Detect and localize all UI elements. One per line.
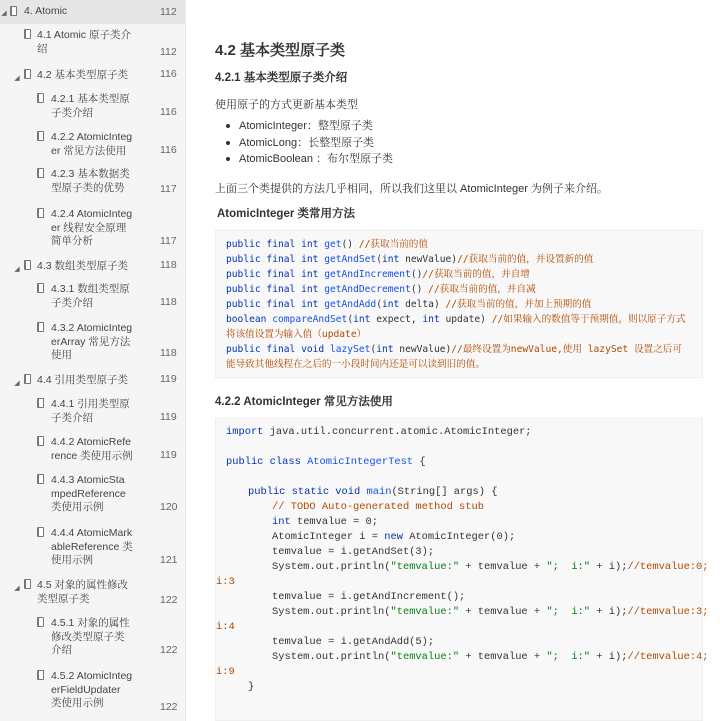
book-icon [37, 322, 44, 332]
book-icon [37, 436, 44, 446]
toc-item-label: 4.5 对象的属性修改类型原子类 [37, 579, 129, 605]
toc-item[interactable] [0, 371, 186, 389]
toc-page-number: 118 [160, 296, 177, 308]
code-line: public static void main(String[] args) { [248, 486, 498, 498]
code-line: temvalue = i.getAndSet(3); [272, 546, 435, 558]
toc-page-number: 117 [160, 183, 177, 195]
code-line: i:3 [216, 576, 235, 588]
book-icon [37, 131, 44, 141]
toc-item[interactable] [0, 614, 186, 660]
book-icon [37, 93, 44, 103]
toc-page-number: 120 [160, 501, 178, 513]
toc-item-label: 4.4 引用类型原子类 [37, 374, 129, 386]
toc-item[interactable] [0, 26, 186, 62]
code-line: temvalue = i.getAndAdd(5); [272, 636, 435, 648]
toc-item-label: 4.4.2 AtomicReference 类使用示例 [51, 436, 133, 462]
toc-page-number: 116 [160, 68, 177, 80]
code-line: } [248, 681, 255, 693]
subsection-heading-usage: 4.2.2 AtomicInteger 常见方法使用 [215, 396, 393, 408]
list-item: AtomicBoolean ：布尔型原子类 [215, 151, 393, 168]
book-icon [24, 374, 31, 384]
list-item: AtomicLong：长整型原子类 [215, 135, 393, 152]
toc-page-number: 116 [160, 144, 177, 156]
code-line: public class AtomicIntegerTest { [226, 456, 426, 468]
code-line: // TODO Auto-generated method stub [272, 501, 485, 513]
intro-paragraph: 使用原子的方式更新基本类型 [215, 99, 358, 111]
book-icon [37, 474, 44, 484]
toc-item-label: 4.2 基本类型原子类 [37, 69, 129, 81]
toc-item[interactable] [0, 471, 186, 517]
toc-page-number: 116 [160, 106, 177, 118]
toc-sidebar [0, 0, 186, 721]
book-icon [37, 208, 44, 218]
toc-item-label: 4.2.1 基本类型原子类介绍 [51, 93, 130, 119]
toc-page-number: 119 [160, 373, 177, 385]
book-icon [24, 260, 31, 270]
code-line: i:4 [216, 621, 235, 633]
expand-arrow-icon[interactable]: ◢ [14, 75, 20, 82]
toc-item[interactable] [0, 66, 186, 84]
toc-page-number: 112 [160, 46, 177, 58]
book-icon [24, 29, 31, 39]
toc-item-label: 4.4.1 引用类型原子类介绍 [51, 398, 130, 424]
toc-page-number: 122 [160, 701, 178, 713]
code-line: 能导致其他线程在之后的一小段时间内还是可以读到旧的值。 [226, 359, 486, 370]
code-line: AtomicInteger i = new AtomicInteger(0); [272, 531, 516, 543]
book-icon [37, 670, 44, 680]
toc-item[interactable] [0, 667, 186, 717]
toc-item-label: 4.4.4 AtomicMarkableReference 类使用示例 [51, 527, 133, 566]
toc-item-label: 4.3.2 AtomicIntegerArray 常见方法使用 [51, 322, 133, 361]
toc-item[interactable] [0, 524, 186, 570]
toc-item[interactable] [0, 280, 186, 312]
book-icon [37, 398, 44, 408]
summary-paragraph: 上面三个类提供的方法几乎相同，所以我们这里以 AtomicInteger 为例子来介绍。 [215, 183, 608, 195]
book-icon [37, 168, 44, 178]
toc-item-label: 4.1 Atomic 原子类介绍 [37, 29, 131, 55]
toc-page-number: 122 [160, 644, 178, 656]
expand-arrow-icon[interactable]: ◢ [1, 10, 7, 17]
book-icon [24, 579, 31, 589]
code-line: public final int getAndAdd(int delta) //获取当前的值，并加上预期的值 [226, 299, 592, 310]
toc-page-number: 121 [160, 554, 178, 566]
document-content [187, 0, 720, 721]
toc-item-label: 4.2.2 AtomicInteger 常见方法使用 [51, 131, 133, 157]
toc-page-number: 119 [160, 411, 177, 423]
section-heading: 4.2 基本类型原子类 [215, 42, 346, 59]
atomic-type-list [215, 118, 393, 168]
toc-page-number: 122 [160, 594, 178, 606]
code-line: public final int getAndIncrement()//获取当前的值，并自增 [226, 269, 530, 280]
code-line: public final int get() //获取当前的值 [226, 239, 428, 250]
book-icon [24, 69, 31, 79]
code-line: public final int getAndDecrement() //获取当前的值，并自减 [226, 284, 536, 295]
code-line: import java.util.concurrent.atomic.AtomicInteger; [226, 426, 532, 438]
book-icon [37, 617, 44, 627]
toc-page-number: 112 [160, 6, 177, 18]
toc-item-label: 4.2.4 AtomicInteger 线程安全原理简单分析 [51, 208, 133, 247]
code-line: i:9 [216, 666, 235, 678]
toc-item-label: 4.3.1 数组类型原子类介绍 [51, 283, 130, 309]
code-line: temvalue = i.getAndIncrement(); [272, 591, 466, 603]
toc-item-label: 4. Atomic [24, 5, 68, 17]
toc-item[interactable] [0, 433, 186, 465]
methods-code-block [215, 230, 703, 378]
toc-item[interactable] [0, 395, 186, 427]
toc-page-number: 118 [160, 347, 177, 359]
toc-page-number: 117 [160, 235, 177, 247]
expand-arrow-icon[interactable]: ◢ [14, 380, 20, 387]
subsection-heading-intro: 4.2.1 基本类型原子类介绍 [215, 72, 348, 84]
list-item: AtomicInteger：整型原子类 [215, 118, 393, 135]
code-line: System.out.println("temvalue:" + temvalue + "; i:" + i);//temvalue:4; [272, 651, 709, 663]
code-line: System.out.println("temvalue:" + temvalue + "; i:" + i);//temvalue:0; [272, 561, 709, 573]
code-line: int temvalue = 0; [272, 516, 379, 528]
toc-item[interactable] [0, 576, 186, 610]
code-line: System.out.println("temvalue:" + temvalue + "; i:" + i);//temvalue:3; [272, 606, 709, 618]
toc-page-number: 119 [160, 449, 177, 461]
code-line: boolean compareAndSet(int expect, int update) //如果输入的数值等于预期值，则以原子方式 [226, 314, 686, 325]
toc-item[interactable] [0, 165, 186, 199]
toc-item[interactable] [0, 90, 186, 122]
book-icon [37, 283, 44, 293]
toc-page-number: 118 [160, 259, 177, 271]
toc-item-label: 4.5.2 AtomicIntegerFieldUpdater 类使用示例 [51, 670, 133, 709]
toc-item[interactable] [0, 128, 186, 160]
methods-heading: AtomicInteger 类常用方法 [217, 208, 356, 220]
code-line: 将该值设置为输入值（update） [226, 329, 367, 340]
code-line: public final int getAndSet(int newValue)//获取当前的值，并设置新的值 [226, 254, 594, 265]
toc-item-label: 4.3 数组类型原子类 [37, 260, 129, 272]
expand-arrow-icon[interactable]: ◢ [14, 585, 20, 592]
expand-arrow-icon[interactable]: ◢ [14, 266, 20, 273]
toc-item-label: 4.4.3 AtomicStampedReference 类使用示例 [51, 474, 126, 513]
example-code-block [215, 418, 709, 721]
toc-item[interactable] [0, 205, 186, 251]
toc-item[interactable] [0, 257, 186, 275]
code-line: public final void lazySet(int newValue)//最终设置为newValue,使用 lazySet 设置之后可 [226, 344, 682, 355]
book-icon [10, 6, 17, 16]
toc-item[interactable] [0, 319, 186, 363]
toc-item-label: 4.5.1 对象的属性修改类型原子类介绍 [51, 617, 130, 656]
toc-item[interactable] [0, 0, 186, 24]
toc-item-label: 4.2.3 基本数据类型原子类的优势 [51, 168, 130, 194]
book-icon [37, 527, 44, 537]
